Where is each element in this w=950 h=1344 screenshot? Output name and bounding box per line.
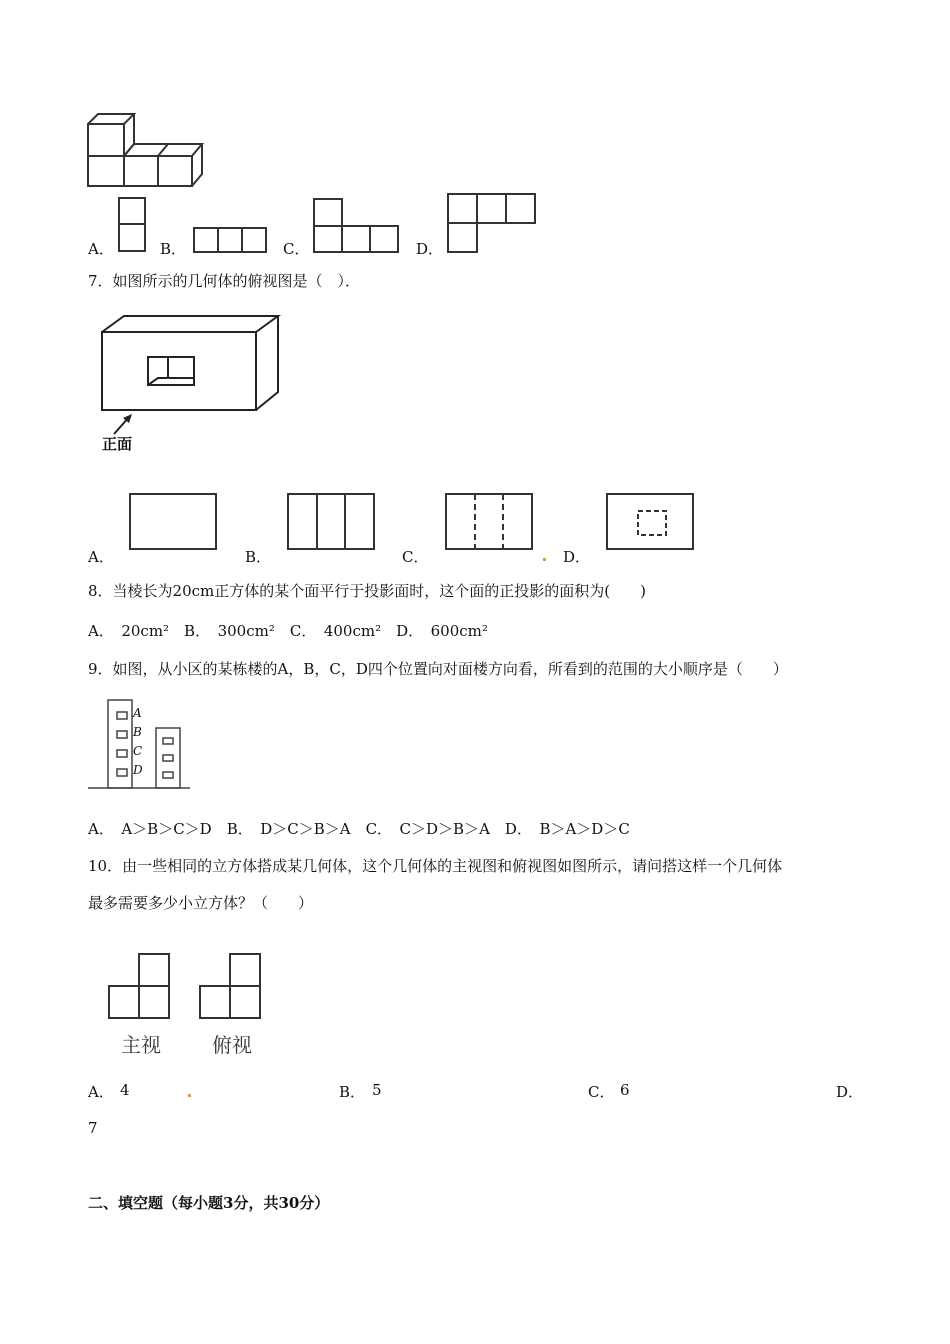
q7-option-a-letter: A．: [88, 548, 114, 566]
q6-option-a-letter: A．: [88, 240, 114, 258]
q7-option-b-figure[interactable]: [287, 493, 377, 551]
q9-stem: 9．如图，从小区的某栋楼的A，B，C，D四个位置向对面楼方向看，所看到的范围的大小顺序是（ ）: [88, 660, 788, 678]
q10-top-view-label: 俯视: [212, 1033, 252, 1057]
q8-options[interactable]: A． 20cm² B． 300cm² C． 400cm² D． 600cm²: [88, 622, 488, 640]
q9-label-d: D: [133, 763, 143, 777]
q10-top-view-figure: [198, 952, 264, 1022]
q6-solid-figure: [86, 112, 206, 190]
q6-option-a-figure[interactable]: [118, 197, 148, 253]
q10-option-d-letter[interactable]: D．: [836, 1083, 864, 1101]
q7-solid-figure: [98, 312, 286, 414]
section-2-title: 二、填空题（每小题3分，共30分）: [88, 1194, 330, 1212]
q10-main-view-figure: [107, 952, 173, 1022]
q7-front-label: 正面: [102, 435, 133, 453]
q9-label-b: B: [133, 725, 142, 739]
q9-label-a: A: [133, 706, 142, 720]
q7-stem: 7．如图所示的几何体的俯视图是（ ）．: [88, 272, 361, 290]
q8-stem: 8．当棱长为20cm正方体的某个面平行于投影面时，这个面的正投影的面积为( ): [88, 582, 646, 600]
decor-dot: [543, 558, 546, 561]
q10-option-c-value: 6: [620, 1081, 630, 1099]
q10-option-a-letter[interactable]: A．: [88, 1083, 114, 1101]
q10-option-b-value: 5: [372, 1081, 382, 1099]
q9-options[interactable]: A． A＞B＞C＞D B． D＞C＞B＞A C． C＞D＞B＞A D． B＞A＞D＞C: [88, 820, 630, 838]
q7-option-a-figure[interactable]: [129, 493, 219, 551]
q9-buildings-figure: [88, 692, 192, 792]
q6-option-d-figure[interactable]: [447, 193, 537, 255]
q10-option-a-value: 4: [120, 1081, 130, 1099]
q6-option-b-letter: B．: [160, 240, 187, 258]
q6-option-d-letter: D．: [416, 240, 444, 258]
q10-stem-line1: 10．由一些相同的立方体搭成某几何体，这个几何体的主视图和俯视图如图所示，请问搭这样一个几何体: [88, 857, 783, 875]
q10-option-c-letter[interactable]: C．: [588, 1083, 615, 1101]
decor-dot: [188, 1094, 191, 1097]
q10-main-view-label: 主视: [121, 1033, 161, 1057]
q10-option-b-letter[interactable]: B．: [339, 1083, 366, 1101]
q7-option-d-letter: D．: [563, 548, 591, 566]
q7-option-b-letter: B．: [245, 548, 272, 566]
q6-option-b-figure[interactable]: [193, 227, 269, 255]
q7-option-d-figure[interactable]: [606, 493, 696, 551]
q9-label-c: C: [133, 744, 143, 758]
q7-option-c-figure[interactable]: [445, 493, 535, 551]
q10-option-d-value: 7: [88, 1119, 98, 1137]
q10-stem-line2: 最多需要多少小立方体？（ ）: [88, 894, 314, 912]
q6-option-c-figure[interactable]: [313, 198, 401, 254]
q6-option-c-letter: C．: [283, 240, 310, 258]
q7-option-c-letter: C．: [402, 548, 429, 566]
